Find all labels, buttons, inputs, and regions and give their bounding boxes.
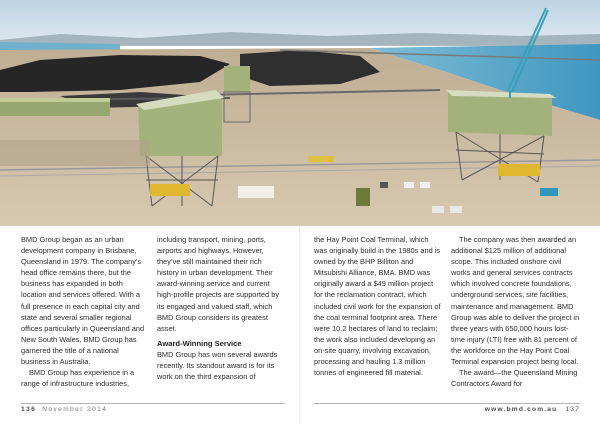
dumpster: [356, 188, 370, 206]
website-link[interactable]: www.bmd.com.au: [484, 406, 558, 413]
body-paragraph: BMD Group began as an urban development company in Brisbane, Queensland in 1979. The company’s head office remains there, but the business has expanded in both location and services offered. With a full presence in each capital city and state and several smaller regional offices particularly in Queensland and New South Wales, BMD Group has garnered the title of a national business in Australia.: [21, 235, 145, 367]
column-2: [157, 234, 285, 382]
footer-left: [21, 406, 107, 413]
vehicle-1: [404, 182, 414, 188]
vehicle-5: [450, 206, 462, 213]
vehicle-4: [432, 206, 444, 213]
footer-rule-left: [21, 403, 285, 404]
body-paragraph: The company was then awarded an additional $125 million of additional scope. This included onshore civil works and general services contracts which involved concrete foundations, underground services, site facilities, maintenance and management. BMD Group was able to deliver the project in three years with 650,000 hours lost-time injury (LTI) free with 81 percent of the workforce on the Hay Point Coal Terminal expansion project being local.: [451, 235, 580, 367]
section-heading: Award-Winning Service: [157, 338, 242, 348]
transfer-tower-right: [448, 92, 552, 136]
page-number-left: 136: [21, 406, 37, 413]
body-paragraph: The award—the Queensland Mining Contractors Award for: [451, 368, 578, 389]
vehicle-2: [420, 182, 430, 188]
body-paragraph: including transport, mining, ports, airports and highways. However, they’ve still maintained their rich history in urban development. Their award-winning service and current high-profile projects are supported by its engaged and valued staff, which BMD Group considers its greatest asset.: [157, 235, 280, 333]
column-1: [21, 234, 149, 389]
laydown-area: [0, 140, 150, 166]
portable-buildings: [238, 186, 274, 198]
footer-rule-right: [314, 403, 580, 404]
yellow-platform-right: [498, 164, 540, 176]
issue-date: November 2014: [42, 406, 108, 413]
footer-right: [485, 406, 580, 413]
body-paragraph: BMD Group has won several awards recently. Its standout award is for its work on the third expansion of: [157, 349, 278, 382]
green-tower-small: [224, 66, 250, 92]
body-paragraph: the Hay Point Coal Terminal, which was originally build in the 1980s and is owned by the BHP Billiton and Mitsubishi Alliance, BMA. BMD was originally award a $49 million project for the reclamation contract, which included civil work for the expansion of the coal terminal footprint area. There were 10.2 hectares of land to reclaim; the work also included developing an on-site quarry, involving excavation, processing and hauling 1.3 million tonnes of engineered fill material.: [314, 235, 441, 378]
blue-container: [540, 188, 558, 196]
vehicle-3: [380, 182, 388, 188]
yellow-equipment: [308, 156, 334, 162]
column-4: [451, 234, 580, 389]
body-paragraph: BMD Group has experience in a range of infrastructure industries,: [21, 368, 135, 389]
column-3: [314, 234, 443, 378]
green-long-shed-roof: [0, 98, 110, 102]
yellow-platform-left: [150, 184, 190, 196]
green-long-shed: [0, 100, 110, 116]
page-number-right: 137: [565, 406, 580, 413]
page-fold: [299, 226, 300, 424]
